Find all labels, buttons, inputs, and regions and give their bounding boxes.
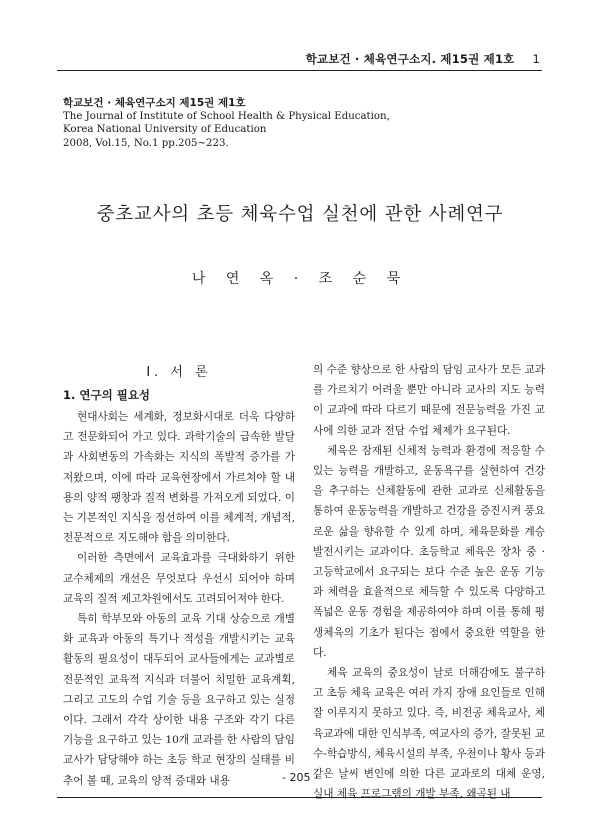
right-column xyxy=(313,360,545,804)
body-paragraph: 이러한 측면에서 교육효과를 극대화하기 위한 교수체제의 개선은 무엇보다 우선시 되어야 하며 교육의 질적 제고차원에서도 고려되어져야 한다. xyxy=(63,552,295,605)
running-head-page-number: 1 xyxy=(532,52,540,66)
footer-page-number: - 205 - xyxy=(282,771,318,784)
left-column xyxy=(63,363,295,791)
paper-title: 중초교사의 초등 체육수업 실천에 관한 사례연구 xyxy=(96,204,504,225)
subsection-heading-necessity: 1. 연구의 필요성 xyxy=(63,388,151,402)
journal-info-university: Korea National University of Education xyxy=(63,124,267,136)
journal-info-citation: 2008, Vol.15, No.1 pp.205∼223. xyxy=(63,137,229,149)
body-paragraph: 체육은 잠재된 신체적 능력과 환경에 적응할 수 있는 능력을 개발하고, 운동욕구를 실현하여 건강을 추구하는 신체활동에 관한 교과로 신체활동을 통하여 운동능력을 개발하고 건강을 증진시켜 풍요로운 삶을 향유할 수 있게 하며, 체육문화를 계승 발전시키는 교과이다. 초등학교 체육은 장차 중 · 고등학교에서 요구되는 보다 수준 높은 운동 기능과 체력을 효율적으로 체득할 수 있도록 다양하고 폭넓은 운동 경험을 제공하여야 하며 이를 통해 평생체육의 기초가 된다는 점에서 중요한 역할을 한다. xyxy=(313,444,545,659)
journal-info-korean: 학교보건 · 체육연구소지 제15권 제1호 xyxy=(63,97,246,109)
running-head xyxy=(306,51,540,67)
footer-rule xyxy=(57,797,542,798)
section-heading-introduction: Ⅰ. 서 론 xyxy=(146,365,212,380)
journal-info xyxy=(63,97,390,150)
journal-info-english-title: The Journal of Institute of School Health & Physical Education, xyxy=(63,111,390,123)
body-paragraph: 체육 교육의 중요성이 날로 더해감에도 불구하고 초등 체육 교육은 여러 가지 장애 요인들로 인해 잘 이루지지 못하고 있다. 즉, 비전공 체육교사, 체육교과에 대한 인식부족, 여교사의 증가, 잘못된 교수-학습방식, 체육시설의 부족, 우천이나 황사 등과 같은 날씨 변인에 의한 다른 교과로의 대체 운영, 실내 체육 프로그램의 개발 부족, 왜곡된 내 xyxy=(313,667,545,801)
running-head-journal: 학교보건 · 체육연구소지. 제15권 제1호 xyxy=(305,52,515,66)
body-paragraph: 특히 학부모와 아동의 교육 기대 상승으로 개별화 교육과 아동의 특기나 적성을 개발시키는 교육활동의 필요성이 대두되어 교사들에게는 교과별로 전문적인 교육적 지식과 더불어 치밀한 교육계획, 그리고 고도의 수업 기술 등을 요구하고 있는 실정이다. 그래서 각각 상이한 내용 구조와 각기 다른 기능을 요구하고 있는 10개 교과를 한 사람의 담임 교사가 담당해야 하는 초등 학교 현장의 실태를 비추어 볼 때, 교육의 양적 증대와 내용 xyxy=(63,613,295,787)
header-rule xyxy=(57,70,542,71)
paper-authors: 나 연 옥 · 조 순 묵 xyxy=(191,271,409,287)
body-paragraph: 의 수준 향상으로 한 사람의 담임 교사가 모든 교과를 가르치기 어려울 뿐만 아니라 교사의 지도 능력이 교과에 따라 다르기 때문에 전문능력을 가진 교사에 의한 교과 전담 수업 체제가 요구된다. xyxy=(313,364,545,437)
body-paragraph: 현대사회는 세계화, 정보화시대로 더욱 다양하고 전문화되어 가고 있다. 과학기술의 급속한 발달과 사회변동의 가속화는 지식의 폭발적 증가를 가져왔으며, 이에 따라 교육현장에서 가르쳐야 할 내용의 양적 팽창과 질적 변화를 가져오게 되었다. 이는 기본적인 지식을 정선하여 이를 체계적, 개념적, 전문적으로 지도해야 함을 의미한다. xyxy=(63,411,295,545)
